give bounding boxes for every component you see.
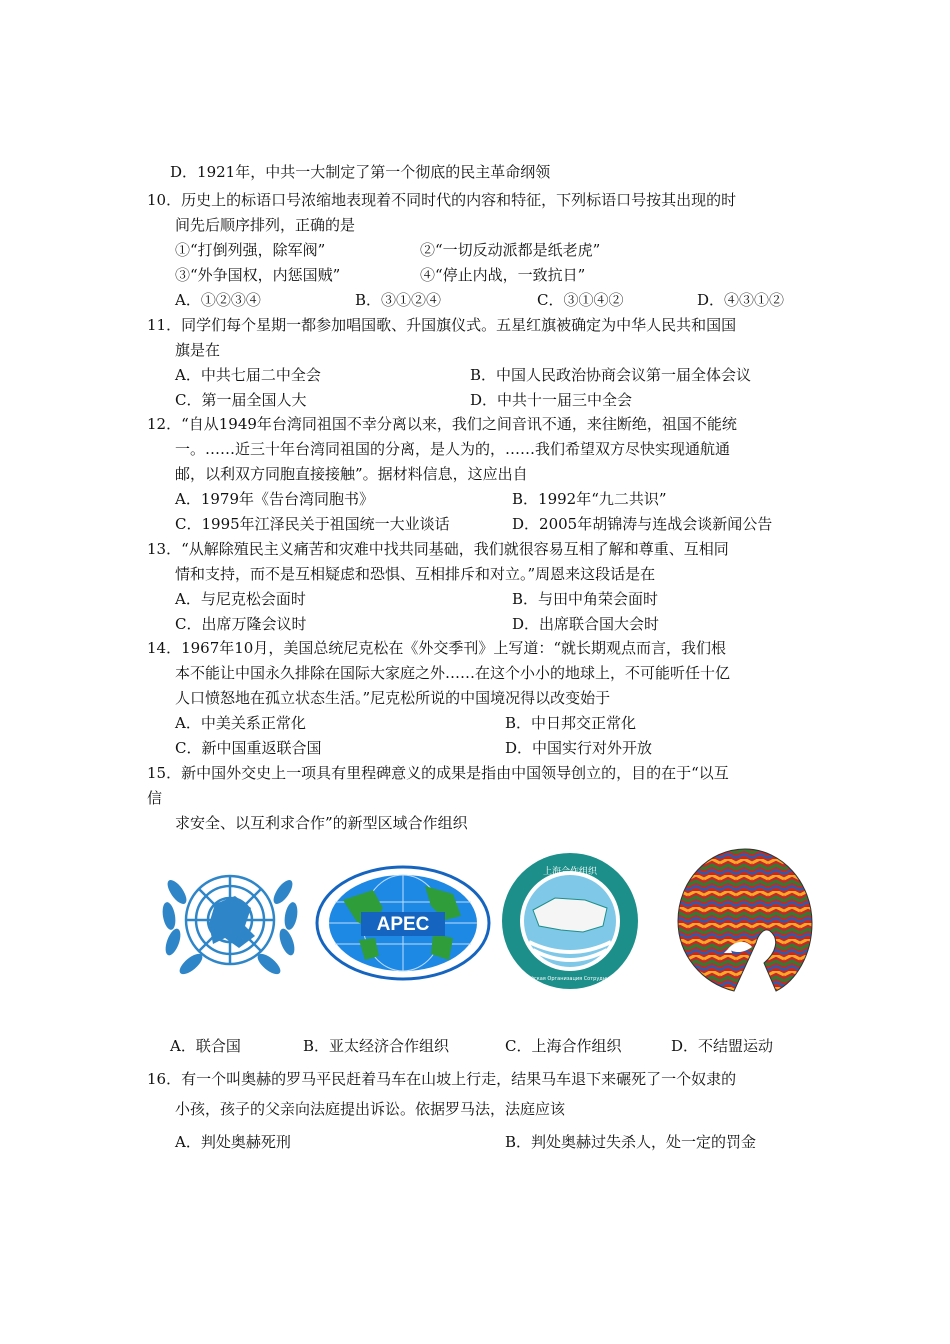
q14-option-a: A．中美关系正常化 <box>175 714 306 732</box>
q11-option-d: D．中共十一届三中全会 <box>470 391 633 409</box>
q13-stem-line2: 情和支持，而不是互相疑虑和恐惧、互相排斥和对立。”周恩来这段话是在 <box>175 565 656 583</box>
q11-option-c: C．第一届全国人大 <box>175 391 307 409</box>
q12-option-b: B．1992年“九二共识” <box>512 490 667 508</box>
q15-option-a: A．联合国 <box>170 1037 241 1055</box>
apec-logo-text: APEC <box>376 914 430 935</box>
q12-stem-line1: 12．“自从1949年台湾同祖国不幸分离以来，我们之间音讯不通，来往断绝，祖国不能统 <box>147 415 737 433</box>
q10-stem-line1: 10．历史上的标语口号浓缩地表现着不同时代的内容和特征，下列标语口号按其出现的时 <box>147 191 737 209</box>
q15-stem-line1: 15．新中国外交史上一项具有里程碑意义的成果是指由中国领导创立的，目的在于“以互 <box>147 764 729 782</box>
q12-option-c: C．1995年江泽民关于祖国统一大业谈话 <box>175 515 450 533</box>
q13-option-a: A．与尼克松会面时 <box>175 590 306 608</box>
q10-option-d: D．④③①② <box>697 291 785 309</box>
un-emblem <box>155 852 305 992</box>
q10-option-a: A．①②③④ <box>175 291 261 309</box>
q10-item-1: ①“打倒列强，除军阀” <box>175 241 326 259</box>
q16-option-b: B．判处奥赫过失杀人，处一定的罚金 <box>505 1133 757 1151</box>
q14-option-b: B．中日邦交正常化 <box>505 714 637 732</box>
q14-stem-line3: 人口愤怒地在孤立状态生活。”尼克松所说的中国境况得以改变始于 <box>175 689 611 707</box>
q12-stem-line3: 邮，以利双方同胞直接接触”。据材料信息，这应出自 <box>175 465 528 483</box>
q16-stem-line1: 16．有一个叫奥赫的罗马平民赶着马车在山坡上行走，结果马车退下来碾死了一个奴隶的 <box>147 1070 737 1088</box>
nam-logo <box>672 843 818 995</box>
q13-option-c: C．出席万隆会议时 <box>175 615 307 633</box>
q11-option-b: B．中国人民政治协商会议第一届全体会议 <box>470 366 752 384</box>
sco-logo-text-bottom: Шанхайская Организация Сотрудничества <box>513 976 627 982</box>
q10-stem-line2: 间先后顺序排列，正确的是 <box>175 216 356 234</box>
q9-option-d: D．1921年，中共一大制定了第一个彻底的民主革命纲领 <box>170 163 551 181</box>
q10-option-b: B．③①②④ <box>355 291 442 309</box>
q14-stem-line1: 14．1967年10月，美国总统尼克松在《外交季刊》上写道：“就长期观点而言，我们根 <box>147 639 727 657</box>
q16-stem-line2: 小孩，孩子的父亲向法庭提出诉讼。依据罗马法，法庭应该 <box>175 1100 566 1118</box>
q14-option-c: C．新中国重返联合国 <box>175 739 322 757</box>
q10-item-4: ④“停止内战，一致抗日” <box>420 266 586 284</box>
q13-option-d: D．出席联合国大会时 <box>512 615 660 633</box>
q14-option-d: D．中国实行对外开放 <box>505 739 653 757</box>
q15-stem-line3: 求安全、以互利求合作”的新型区域合作组织 <box>175 814 468 832</box>
q13-option-b: B．与田中角荣会面时 <box>512 590 659 608</box>
sco-logo-text-top: 上海合作组织 <box>542 867 598 877</box>
q15-option-b: B．亚太经济合作组织 <box>303 1037 450 1055</box>
q10-option-c: C．③①④② <box>537 291 624 309</box>
q12-option-a: A．1979年《告台湾同胞书》 <box>175 490 375 508</box>
q13-stem-line1: 13．“从解除殖民主义痛苦和灾难中找共同基础，我们就很容易互相了解和尊重、互相同 <box>147 540 729 558</box>
q11-stem-line2: 旗是在 <box>175 341 221 359</box>
q11-option-a: A．中共七届二中全会 <box>175 366 321 384</box>
q11-stem-line1: 11．同学们每个星期一都参加唱国歌、升国旗仪式。五星红旗被确定为中华人民共和国国 <box>147 316 737 334</box>
q14-stem-line2: 本不能让中国永久排除在国际大家庭之外……在这个小小的地球上，不可能听任十亿 <box>175 664 731 682</box>
sco-logo <box>499 850 641 992</box>
q10-item-3: ③“外争国权，内惩国贼” <box>175 266 341 284</box>
q16-option-a: A．判处奥赫死刑 <box>175 1133 291 1151</box>
apec-logo <box>313 864 493 982</box>
q15-stem-line2: 信 <box>147 789 163 807</box>
q12-option-d: D．2005年胡锦涛与连战会谈新闻公告 <box>512 515 773 533</box>
q15-option-c: C．上海合作组织 <box>505 1037 622 1055</box>
q12-stem-line2: 一。……近三十年台湾同祖国的分离，是人为的，……我们希望双方尽快实现通航通 <box>175 440 731 458</box>
q10-item-2: ②“一切反动派都是纸老虎” <box>420 241 601 259</box>
q15-option-d: D．不结盟运动 <box>671 1037 774 1055</box>
